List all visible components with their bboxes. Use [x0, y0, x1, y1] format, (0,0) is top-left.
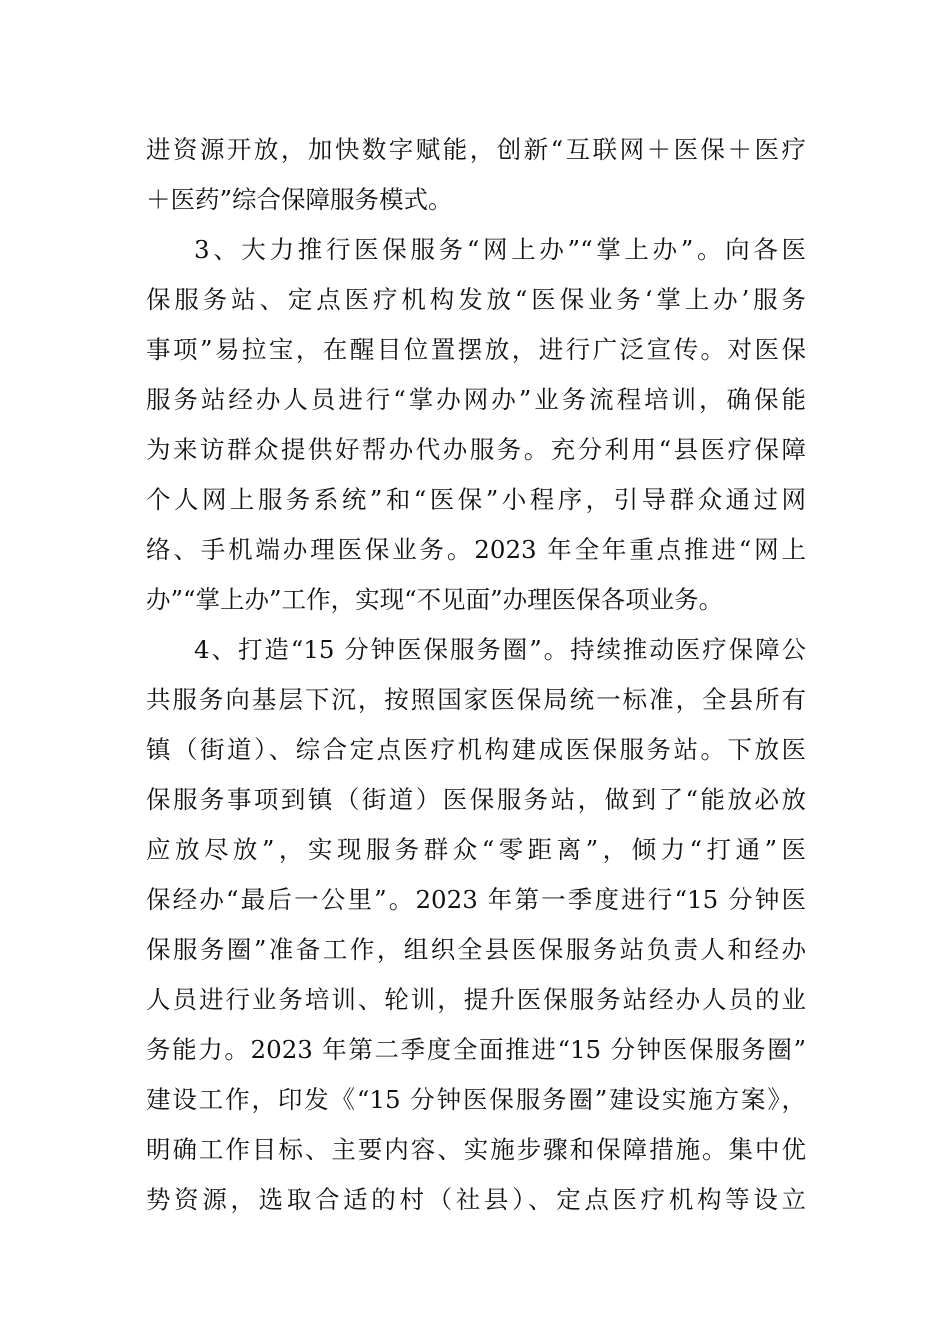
text-line: 保经办“最后一公里”。2023 年第一季度进行“15 分钟医: [146, 885, 806, 914]
text-line: 势资源，选取合适的村（社县）、定点医疗机构等设立: [146, 1185, 806, 1214]
text-line: 人员进行业务培训、轮训，提升医保服务站经办人员的业: [146, 985, 806, 1014]
text-line: 建设工作，印发《“15 分钟医保服务圈”建设实施方案》，: [146, 1085, 806, 1114]
text-line: 进资源开放，加快数字赋能，创新“互联网＋医保＋医疗: [146, 135, 806, 164]
text-line: 镇（街道）、综合定点医疗机构建成医保服务站。下放医: [146, 735, 806, 764]
text-line: 事项”易拉宝，在醒目位置摆放，进行广泛宣传。对医保: [146, 335, 806, 364]
paragraph-4-first-line: 4、打造“15 分钟医保服务圈”。持续推动医疗保障公: [194, 635, 806, 664]
text-line: 为来访群众提供好帮办代办服务。充分利用“县医疗保障: [146, 435, 806, 464]
text-line: 保服务事项到镇（街道）医保服务站，做到了“能放必放: [146, 785, 806, 814]
text-line: ＋医药”综合保障服务模式。: [146, 185, 453, 214]
text-line: 络、手机端办理医保业务。2023 年全年重点推进“网上: [146, 535, 806, 564]
text-line: 办”“掌上办”工作，实现“不见面”办理医保各项业务。: [146, 585, 724, 614]
text-line: 个人网上服务系统”和“医保”小程序，引导群众通过网: [146, 485, 806, 514]
text-line: 应放尽放”，实现服务群众“零距离”，倾力“打通”医: [146, 835, 806, 864]
text-line: 务能力。2023 年第二季度全面推进“15 分钟医保服务圈”: [146, 1035, 806, 1064]
text-line: 服务站经办人员进行“掌办网办”业务流程培训，确保能: [146, 385, 806, 414]
paragraph-3-first-line: 3、大力推行医保服务“网上办”“掌上办”。向各医: [194, 235, 806, 264]
text-line: 共服务向基层下沉，按照国家医保局统一标准，全县所有: [146, 685, 806, 714]
text-line: 保服务圈”准备工作，组织全县医保服务站负责人和经办: [146, 935, 806, 964]
text-line: 明确工作目标、主要内容、实施步骤和保障措施。集中优: [146, 1135, 806, 1164]
text-line: 保服务站、定点医疗机构发放“医保业务‘掌上办’服务: [146, 285, 806, 314]
